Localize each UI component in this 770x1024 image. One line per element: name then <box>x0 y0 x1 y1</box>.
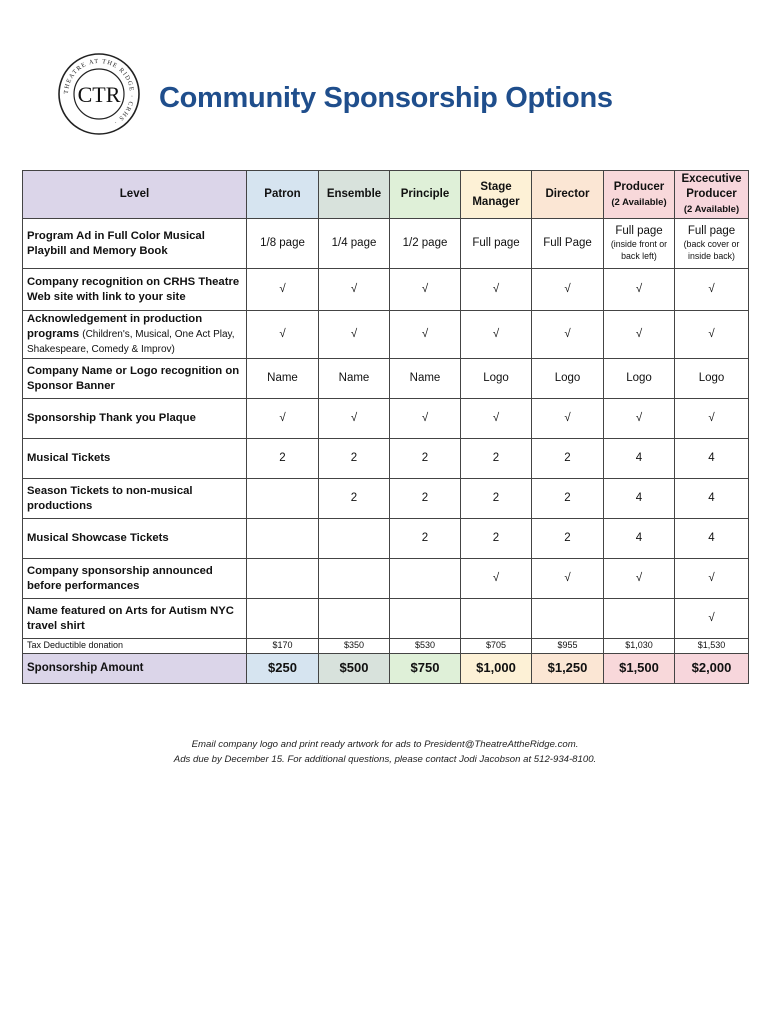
cell: √ <box>390 399 461 439</box>
cell-value: Full page <box>687 225 736 238</box>
table-row <box>23 559 749 599</box>
cell: √ <box>532 311 604 359</box>
cell: √ <box>461 559 532 599</box>
cell: 2 <box>532 479 604 519</box>
cell: Logo <box>675 359 749 399</box>
cell: Name <box>319 359 390 399</box>
cell: 2 <box>532 519 604 559</box>
row-label: Company Name or Logo recognition on Sponsor Banner <box>23 359 247 399</box>
cell: Name <box>390 359 461 399</box>
row-label-main: Acknowledgement in production programs <box>27 313 203 341</box>
cell: √ <box>604 311 675 359</box>
table-row <box>23 479 749 519</box>
cell: √ <box>604 399 675 439</box>
cell: Name <box>247 359 319 399</box>
table-row <box>23 519 749 559</box>
cell: 1/4 page <box>319 219 390 269</box>
row-label: Tax Deductible donation <box>23 639 247 654</box>
cell: √ <box>604 269 675 311</box>
cell: $1,030 <box>604 639 675 654</box>
cell: √ <box>675 311 749 359</box>
cell: 2 <box>461 519 532 559</box>
cell <box>319 559 390 599</box>
cell: $955 <box>532 639 604 654</box>
cell: 2 <box>390 519 461 559</box>
row-label: Name featured on Arts for Autism NYC travel shirt <box>23 599 247 639</box>
row-label: Sponsorship Amount <box>23 654 247 684</box>
table-row <box>23 359 749 399</box>
cell <box>319 599 390 639</box>
cell-value: Full page <box>615 225 663 238</box>
cell: $170 <box>247 639 319 654</box>
row-label: Musical Tickets <box>23 439 247 479</box>
cell-note: (inside front or back left) <box>610 239 668 261</box>
cell <box>604 219 675 269</box>
amount-stage-manager: $1,000 <box>461 654 532 684</box>
tier-executive-producer-note: (2 Available) <box>683 204 740 216</box>
theatre-logo <box>57 52 141 136</box>
cell: $1,530 <box>675 639 749 654</box>
cell <box>390 599 461 639</box>
amount-executive-producer: $2,000 <box>675 654 749 684</box>
cell: 2 <box>319 479 390 519</box>
table-row <box>23 269 749 311</box>
cell <box>247 599 319 639</box>
cell <box>247 519 319 559</box>
cell: Logo <box>461 359 532 399</box>
cell-note: (back cover or inside back) <box>683 239 740 261</box>
table-row <box>23 399 749 439</box>
page-title: Community Sponsorship Options <box>159 82 613 114</box>
table-row <box>23 599 749 639</box>
amount-principle: $750 <box>390 654 461 684</box>
tax-row <box>23 639 749 654</box>
cell: √ <box>604 559 675 599</box>
cell <box>319 519 390 559</box>
table-row <box>23 439 749 479</box>
cell: 4 <box>604 439 675 479</box>
cell: 2 <box>390 479 461 519</box>
tier-producer <box>604 171 675 219</box>
cell: $350 <box>319 639 390 654</box>
row-label: Season Tickets to non-musical productions <box>23 479 247 519</box>
cell: 4 <box>675 439 749 479</box>
tier-producer-name: Producer <box>613 180 665 193</box>
logo-seal-icon <box>57 52 141 136</box>
cell: 4 <box>675 479 749 519</box>
cell: √ <box>675 559 749 599</box>
amount-director: $1,250 <box>532 654 604 684</box>
cell: Logo <box>604 359 675 399</box>
cell: 1/2 page <box>390 219 461 269</box>
cell: √ <box>247 311 319 359</box>
footer-line-1: Email company logo and print ready artwork for ads to President@TheatreAttheRidge.com. <box>191 739 579 750</box>
amount-row <box>23 654 749 684</box>
footer-line-2: Ads due by December 15. For additional questions, please contact Jodi Jacobson at 512-934-8100. <box>173 754 597 766</box>
cell: 2 <box>461 439 532 479</box>
cell <box>390 559 461 599</box>
level-header: Level <box>23 171 247 219</box>
cell: √ <box>532 399 604 439</box>
cell: Full page <box>461 219 532 269</box>
cell: 2 <box>390 439 461 479</box>
cell <box>247 559 319 599</box>
cell: √ <box>675 399 749 439</box>
table-row <box>23 311 749 359</box>
footer-note <box>0 737 770 768</box>
cell: √ <box>319 399 390 439</box>
row-label: Company sponsorship announced before performances <box>23 559 247 599</box>
tier-executive-producer-name: Excecutive Producer <box>681 173 742 201</box>
cell <box>604 599 675 639</box>
cell: $705 <box>461 639 532 654</box>
amount-patron: $250 <box>247 654 319 684</box>
sponsorship-table <box>22 170 749 684</box>
cell: √ <box>461 269 532 311</box>
tier-patron: Patron <box>247 171 319 219</box>
table-row <box>23 219 749 269</box>
cell: √ <box>247 269 319 311</box>
cell: 4 <box>675 519 749 559</box>
cell: 2 <box>532 439 604 479</box>
row-label <box>23 311 247 359</box>
svg-text:CTR: CTR <box>77 82 121 107</box>
cell <box>247 479 319 519</box>
row-label: Company recognition on CRHS Theatre Web site with link to your site <box>23 269 247 311</box>
cell: 4 <box>604 479 675 519</box>
cell: 2 <box>319 439 390 479</box>
cell: 2 <box>247 439 319 479</box>
tier-executive-producer <box>675 171 749 219</box>
cell: √ <box>532 559 604 599</box>
cell: √ <box>461 399 532 439</box>
amount-ensemble: $500 <box>319 654 390 684</box>
cell: √ <box>675 269 749 311</box>
cell <box>532 599 604 639</box>
cell: √ <box>390 269 461 311</box>
row-label: Musical Showcase Tickets <box>23 519 247 559</box>
cell <box>461 599 532 639</box>
cell: √ <box>532 269 604 311</box>
header-row <box>23 171 749 219</box>
cell: 4 <box>604 519 675 559</box>
row-label-sub: (Children's, Musical, One Act Play, Shakespeare, Comedy & Improv) <box>27 329 235 355</box>
tier-producer-note: (2 Available) <box>611 196 667 208</box>
cell: $530 <box>390 639 461 654</box>
cell: 1/8 page <box>247 219 319 269</box>
row-label: Program Ad in Full Color Musical Playbill and Memory Book <box>23 219 247 269</box>
cell: √ <box>319 269 390 311</box>
cell: Logo <box>532 359 604 399</box>
tier-director: Director <box>532 171 604 219</box>
cell: √ <box>247 399 319 439</box>
cell: Full Page <box>532 219 604 269</box>
tier-ensemble: Ensemble <box>319 171 390 219</box>
svg-text:THEATRE AT THE RIDGE · CRHS ·: THEATRE AT THE RIDGE · CRHS · <box>62 57 136 127</box>
cell <box>675 219 749 269</box>
amount-producer: $1,500 <box>604 654 675 684</box>
row-label: Sponsorship Thank you Plaque <box>23 399 247 439</box>
tier-stage-manager: Stage Manager <box>461 171 532 219</box>
cell: √ <box>675 599 749 639</box>
cell: √ <box>461 311 532 359</box>
cell: √ <box>390 311 461 359</box>
cell: 2 <box>461 479 532 519</box>
tier-principle: Principle <box>390 171 461 219</box>
cell: √ <box>319 311 390 359</box>
